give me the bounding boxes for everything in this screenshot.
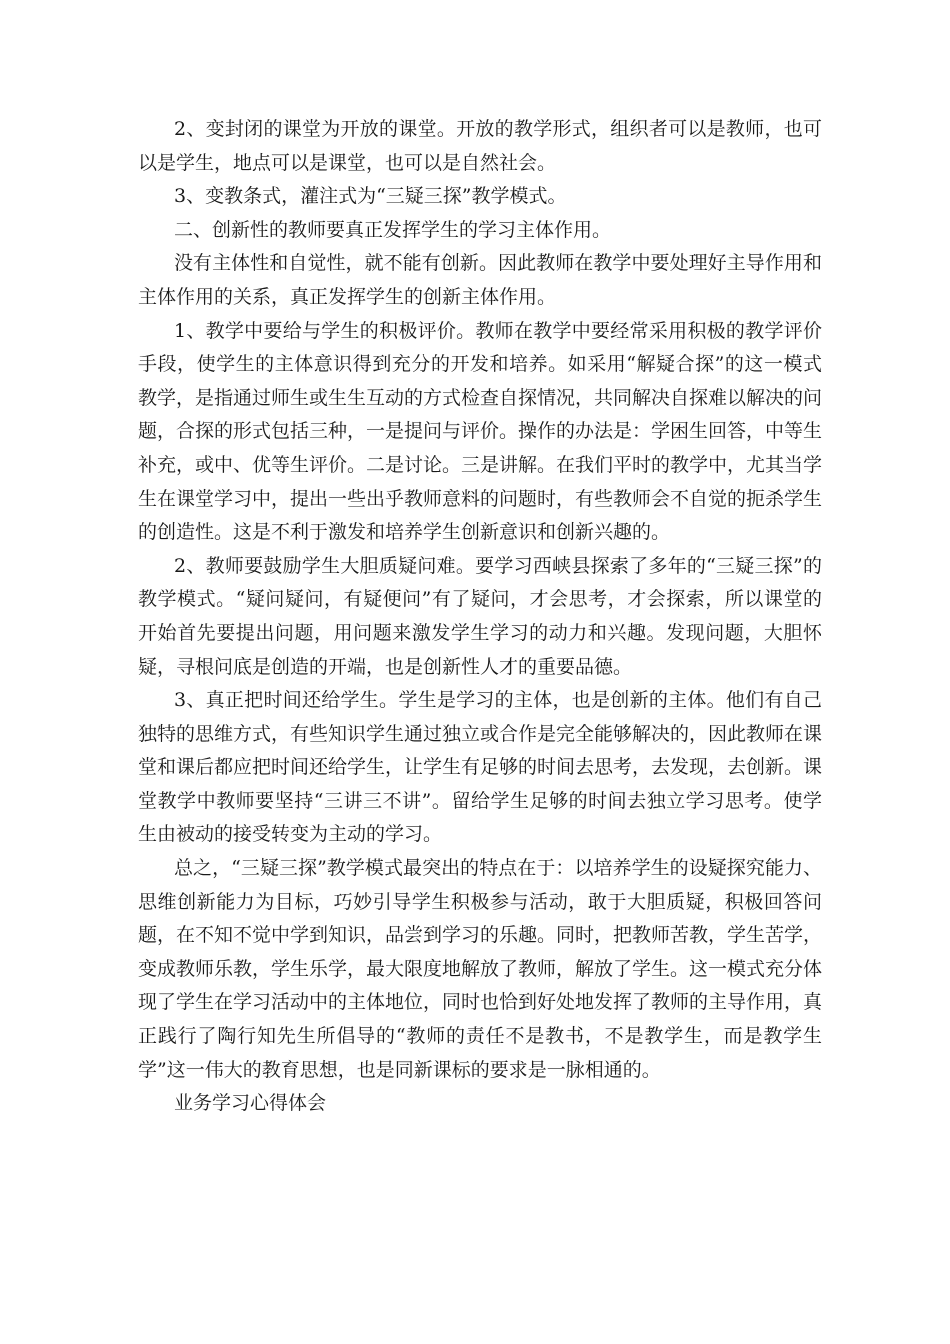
section-heading-two: 二、创新性的教师要真正发挥学生的学习主体作用。: [174, 218, 612, 241]
paragraph-summary: 总之，“三疑三探”教学模式最突出的特点在于：以培养学生的设疑探究能力、思维创新能力为目标，巧妙引导学生积极参与活动，敢于大胆质疑，积极回答问题，在不知不觉中学到知识，品尝到学习的乐趣。同时，把教师苦教，学生苦学，变成教师乐教，学生乐学，最大限度地解放了教师，解放了学生。这一模式充分体现了学生在学习活动中的主体地位，同时也恰到好处地发挥了教师的主导作用，真正践行了陶行知先生所倡导的“教师的责任不是教书，不是教学生，而是教学生学”这一伟大的教育思想，也是同新课标的要求是一脉相通的。: [138, 857, 823, 1081]
next-article-title: 业务学习心得体会: [174, 1092, 327, 1115]
document-body: [138, 113, 822, 1121]
paragraph-return-time: 3、真正把时间还给学生。学生是学习的主体，也是创新的主体。他们有自己独特的思维方式，有些知识学生通过独立或合作是完全能够解决的，因此教师在课堂和课后都应把时间还给学生，让学生有足够的时间去思考，去发现，去创新。课堂教学中教师要坚持“三讲三不讲”。留给学生足够的时间去独立学习思考。使学生由被动的接受转变为主动的学习。: [138, 689, 823, 846]
paragraph-positive-evaluation: 1、教学中要给与学生的积极评价。教师在教学中要经常采用积极的教学评价手段，使学生的主体意识得到充分的开发和培养。如采用“解疑合探”的这一模式教学，是指通过师生或生生互动的方式检查自探情况，共同解决自探难以解决的问题，合探的形式包括三种，一是提问与评价。操作的办法是：学困生回答，中等生补充，或中、优等生评价。二是讨论。三是讲解。在我们平时的教学中，尤其当学生在课堂学习中，提出一些出乎教师意料的问题时，有些教师会不自觉的扼杀学生的创造性。这是不利于激发和培养学生创新意识和创新兴趣的。: [138, 319, 823, 544]
paragraph-subjectivity: 没有主体性和自觉性，就不能有创新。因此教师在教学中要处理好主导作用和主体作用的关系，真正发挥学生的创新主体作用。: [138, 252, 822, 308]
paragraph-teaching-model: 3、变教条式，灌注式为“三疑三探”教学模式。: [174, 185, 567, 208]
paragraph-encourage-questions: 2、教师要鼓励学生大胆质疑问难。要学习西峡县探索了多年的“三疑三探”的教学模式。“疑问疑问，有疑便问”有了疑问，才会思考，才会探索，所以课堂的开始首先要提出问题，用问题来激发学生学习的动力和兴趣。发现问题，大胆怀疑，寻根问底是创造的开端，也是创新性人才的重要品德。: [138, 554, 822, 678]
paragraph-open-classroom: 2、变封闭的课堂为开放的课堂。开放的教学形式，组织者可以是教师，也可以是学生，地点可以是课堂，也可以是自然社会。: [138, 118, 822, 174]
